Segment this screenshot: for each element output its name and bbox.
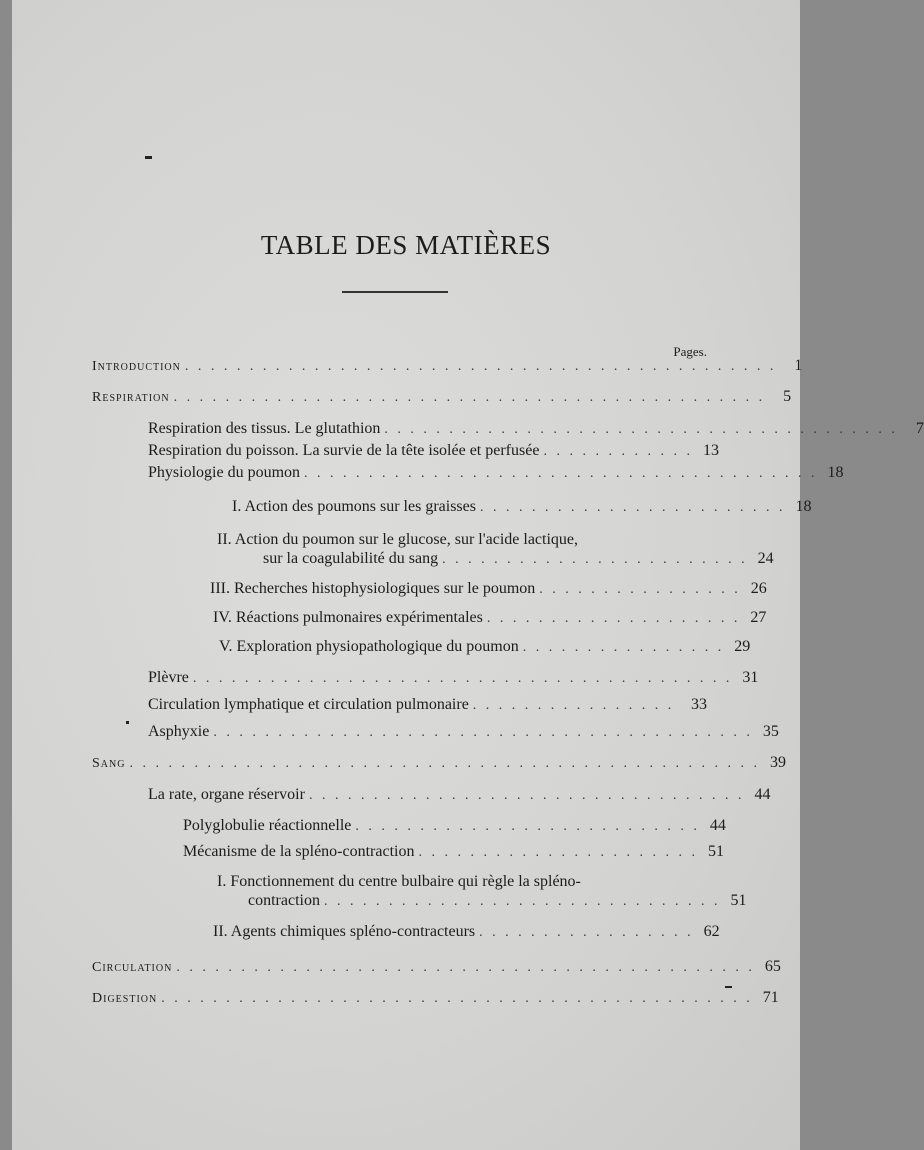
toc-entry-page: 7 bbox=[915, 420, 924, 437]
leader-dots: . . . . . . . . . . . . bbox=[543, 444, 693, 459]
toc-entry-respiration-tissus bbox=[148, 419, 924, 440]
toc-entry-page: 27 bbox=[750, 609, 767, 626]
book-page bbox=[12, 0, 924, 1150]
toc-entry-digestion bbox=[92, 988, 779, 1009]
leader-dots: . . . . . . . . . . . . . . . . bbox=[522, 640, 725, 655]
toc-entry-title: Respiration des tissus. Le glutathion bbox=[148, 420, 381, 437]
toc-entry-title: Circulation bbox=[92, 960, 173, 975]
leader-dots: . . . . . . . . . . . . . . . . . . . . . . . . . . . . . . . . . . bbox=[308, 788, 745, 803]
toc-entry-page: 24 bbox=[757, 550, 774, 567]
toc-entry-title: Circulation lymphatique et circulation pulmonaire bbox=[148, 696, 469, 713]
toc-entry-title: Digestion bbox=[92, 991, 158, 1006]
toc-entry-title: V. Exploration physiopathologique du poumon bbox=[219, 638, 519, 655]
toc-entry-page: 35 bbox=[762, 723, 779, 740]
toc-entry-page: 5 bbox=[783, 388, 792, 405]
leader-dots: . . . . . . . . . . . . . . . . . . . . . . . . . . . . . . . . . . . . . . . . bbox=[304, 466, 818, 481]
page-title: TABLE DES MATIÈRES bbox=[260, 230, 552, 260]
toc-entry-title: Asphyxie bbox=[148, 723, 210, 740]
toc-entry-page: 1 bbox=[794, 357, 803, 374]
print-speck bbox=[145, 156, 152, 159]
leader-dots: . . . . . . . . . . . . . . . . . . . . . . . . . . . . . . . . . . . . . . . . . . . . . . . . . bbox=[129, 756, 760, 771]
toc-entry-agents-chimiques bbox=[213, 922, 720, 943]
toc-entry-title: Introduction bbox=[92, 359, 181, 374]
toc-entry-title: I. Action des poumons sur les graisses bbox=[232, 498, 476, 515]
toc-entry-circulation-lymphatique bbox=[148, 695, 707, 716]
toc-entry-introduction bbox=[92, 356, 803, 377]
toc-entry-rate bbox=[148, 785, 771, 806]
pages-column-label: Pages. bbox=[673, 344, 707, 359]
leader-dots: . . . . . . . . . . . . . . . . bbox=[472, 698, 675, 713]
toc-entry-reactions bbox=[213, 608, 767, 629]
toc-entry-physiologie-poumon bbox=[148, 463, 844, 484]
toc-entry-page: 13 bbox=[702, 442, 719, 459]
toc-entry-title: III. Recherches histophysiologiques sur le poumon bbox=[210, 580, 536, 597]
toc-entry-polyglobulie bbox=[183, 816, 726, 837]
print-speck bbox=[725, 986, 732, 988]
toc-entry-fonctionnement bbox=[248, 891, 747, 912]
toc-entry-title: contraction bbox=[248, 892, 320, 909]
toc-entry-title: Mécanisme de la spléno-contraction bbox=[183, 843, 415, 860]
toc-entry-plevre bbox=[148, 668, 759, 689]
toc-entry-page: 44 bbox=[754, 786, 771, 803]
leader-dots: . . . . . . . . . . . . . . . . . . . . bbox=[486, 611, 741, 626]
toc-entry-line1: II. Action du poumon sur le glucose, sur l'acide lactique, bbox=[217, 531, 579, 548]
toc-entry-page: 26 bbox=[750, 580, 767, 597]
leader-dots: . . . . . . . . . . . . . . . . . . . . . . . . . . . bbox=[355, 819, 700, 834]
leader-dots: . . . . . . . . . . . . . . . . . . . . . . . . . . . . . . . . . . . . . . . . . . . . . . bbox=[161, 991, 753, 1006]
toc-entry-title: IV. Réactions pulmonaires expérimentales bbox=[213, 609, 483, 626]
toc-entry-asphyxie bbox=[148, 722, 779, 743]
leader-dots: . . . . . . . . . . . . . . . . . . . . . . bbox=[418, 845, 698, 860]
toc-entry-page: 31 bbox=[742, 669, 759, 686]
toc-entry-page: 33 bbox=[691, 696, 707, 713]
toc-entry-page: 65 bbox=[764, 958, 781, 975]
toc-entry-respiration bbox=[92, 387, 792, 408]
toc-entry-title: sur la coagulabilité du sang bbox=[263, 550, 439, 567]
toc-entry-page: 44 bbox=[709, 817, 726, 834]
toc-entry-recherches bbox=[210, 579, 767, 600]
toc-entry-sang bbox=[92, 753, 786, 774]
toc-entry-page: 18 bbox=[795, 498, 812, 515]
toc-entry-page: 51 bbox=[730, 892, 747, 909]
leader-dots: . . . . . . . . . . . . . . . . bbox=[539, 582, 741, 597]
toc-entry-page: 51 bbox=[707, 843, 724, 860]
leader-dots: . . . . . . . . . . . . . . . . . . . . . . . . . . . . . . . bbox=[323, 894, 721, 909]
toc-entry-title: Plèvre bbox=[148, 669, 189, 686]
leader-dots: . . . . . . . . . . . . . . . . . . . . . . . . . . . . . . . . . . . . . . . . . . bbox=[213, 725, 753, 740]
toc-entry-action-graisses bbox=[232, 497, 812, 518]
toc-entry-action-glucose bbox=[263, 549, 774, 570]
leader-dots: . . . . . . . . . . . . . . . . . . . . . . . . . . . . . . . . . . . . . . . . . . . . . bbox=[176, 960, 755, 975]
print-speck bbox=[126, 721, 129, 724]
toc-entry-line1: I. Fonctionnement du centre bulbaire qui règle la spléno- bbox=[217, 873, 581, 890]
leader-dots: . . . . . . . . . . . . . . . . . . . . . . . . . . . . . . . . . . . . . . . . . . . . . . bbox=[184, 359, 777, 374]
toc-entry-title: La rate, organe réservoir bbox=[148, 786, 305, 803]
toc-entry-mecanisme bbox=[183, 842, 724, 863]
toc-entry-page: 39 bbox=[769, 754, 786, 771]
leader-dots: . . . . . . . . . . . . . . . . . . . . . . . . bbox=[442, 552, 748, 567]
toc-entry-page: 18 bbox=[827, 464, 844, 481]
leader-dots: . . . . . . . . . . . . . . . . . . . . . . . . . . . . . . . . . . . . . . . . . . bbox=[192, 671, 733, 686]
toc-entry-page: 71 bbox=[762, 989, 779, 1006]
toc-entry-respiration-poisson bbox=[148, 441, 719, 462]
leader-dots: . . . . . . . . . . . . . . . . . . . . . . . . . . . . . . . . . . . . . . . . bbox=[384, 422, 898, 437]
leader-dots: . . . . . . . . . . . . . . . . . . . . . . . . . . . . . . . . . . . . . . . . . . . . . . bbox=[173, 390, 766, 405]
leader-dots: . . . . . . . . . . . . . . . . . . . . . . . . bbox=[479, 500, 786, 515]
toc-entry-page: 29 bbox=[734, 638, 751, 655]
toc-entry-title: Polyglobulie réactionnelle bbox=[183, 817, 352, 834]
toc-entry-title: Respiration du poisson. La survie de la tête isolée et perfusée bbox=[148, 442, 540, 459]
toc-entry-title: Respiration bbox=[92, 390, 170, 405]
toc-entry-exploration bbox=[219, 637, 751, 658]
leader-dots: . . . . . . . . . . . . . . . . . bbox=[479, 925, 694, 940]
title-rule bbox=[342, 291, 448, 293]
toc-entry-title: II. Agents chimiques spléno-contracteurs bbox=[213, 923, 476, 940]
toc-entry-title: Sang bbox=[92, 756, 126, 771]
toc-entry-title: Physiologie du poumon bbox=[148, 464, 301, 481]
toc-entry-page: 62 bbox=[703, 923, 720, 940]
toc-entry-circulation bbox=[92, 957, 781, 978]
